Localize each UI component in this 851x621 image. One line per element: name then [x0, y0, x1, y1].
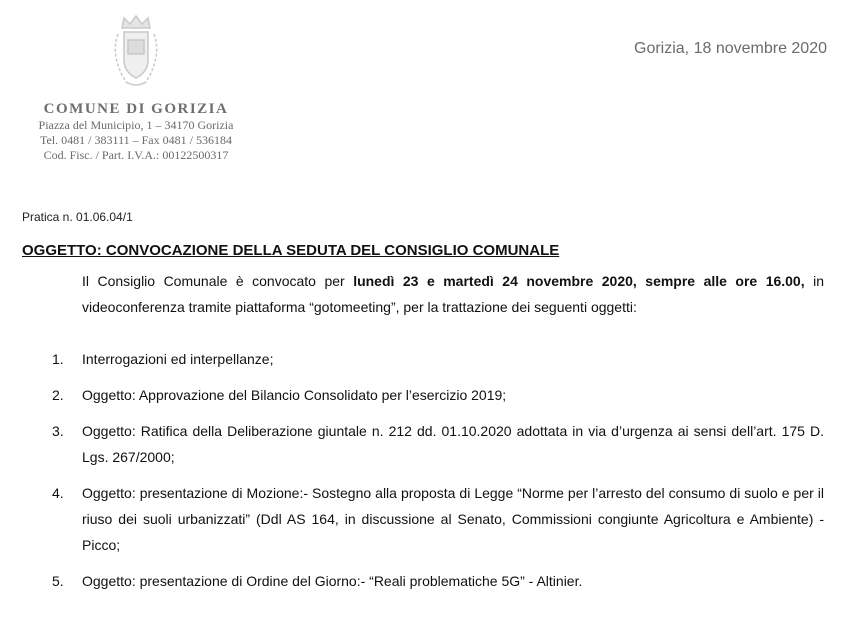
- agenda-item-text: Oggetto: presentazione di Mozione:- Sostegno alla proposta di Legge “Norme per l’arresto del consumo di suolo e per il riuso dei suoli urbanizzati” (Ddl AS 164, in discussione al Senato, Commissioni congiunte Agricoltura e Ambiente) - Picco;: [82, 485, 824, 553]
- agenda-item-number: 2.: [52, 387, 64, 403]
- agenda-item: [40, 382, 824, 408]
- organization-address: Piazza del Municipio, 1 – 34170 Gorizia: [38, 118, 234, 132]
- intro-text-end: in videoconferenza tramite piattaforma “gotomeeting”, per la trattazione dei seguenti oggetti:: [82, 273, 825, 315]
- organization-name: COMUNE DI GORIZIA: [43, 101, 229, 117]
- agenda-item: [40, 346, 824, 372]
- agenda-item-text: Oggetto: Approvazione del Bilancio Consolidato per l’esercizio 2019;: [82, 387, 507, 403]
- agenda-item-text: Interrogazioni ed interpellanze;: [82, 351, 274, 367]
- agenda-item-number: 4.: [52, 485, 64, 501]
- agenda-item: [40, 480, 824, 558]
- agenda-item-number: 1.: [52, 351, 64, 367]
- agenda-item-number: 5.: [52, 573, 64, 589]
- organization-block: [20, 100, 252, 163]
- intro-dates: lunedì 23 e martedì 24 novembre 2020, sempre alle ore 16.00,: [353, 273, 805, 289]
- document-date: Gorizia, 18 novembre 2020: [634, 40, 827, 57]
- agenda-item-text: Oggetto: Ratifica della Deliberazione giuntale n. 212 dd. 01.10.2020 adottata in via d’urgenza ai sensi dell’art. 175 D. Lgs. 267/2000;: [82, 423, 824, 465]
- agenda-list: [40, 346, 824, 604]
- coat-of-arms-icon: [104, 12, 168, 92]
- document-subject: OGGETTO: CONVOCAZIONE DELLA SEDUTA DEL CONSIGLIO COMUNALE: [22, 242, 560, 259]
- intro-text: Il Consiglio Comunale è convocato per: [82, 273, 354, 289]
- organization-tax-id: Cod. Fisc. / Part. I.V.A.: 00122500317: [43, 148, 229, 162]
- intro-paragraph: [82, 268, 824, 320]
- agenda-item-text: Oggetto: presentazione di Ordine del Giorno:- “Reali problematiche 5G” - Altinier.: [82, 573, 583, 589]
- agenda-item: [40, 568, 824, 594]
- organization-phone: Tel. 0481 / 383111 – Fax 0481 / 536184: [40, 133, 232, 147]
- agenda-item: [40, 418, 824, 470]
- agenda-item-number: 3.: [52, 423, 64, 439]
- file-reference: Pratica n. 01.06.04/1: [22, 210, 133, 224]
